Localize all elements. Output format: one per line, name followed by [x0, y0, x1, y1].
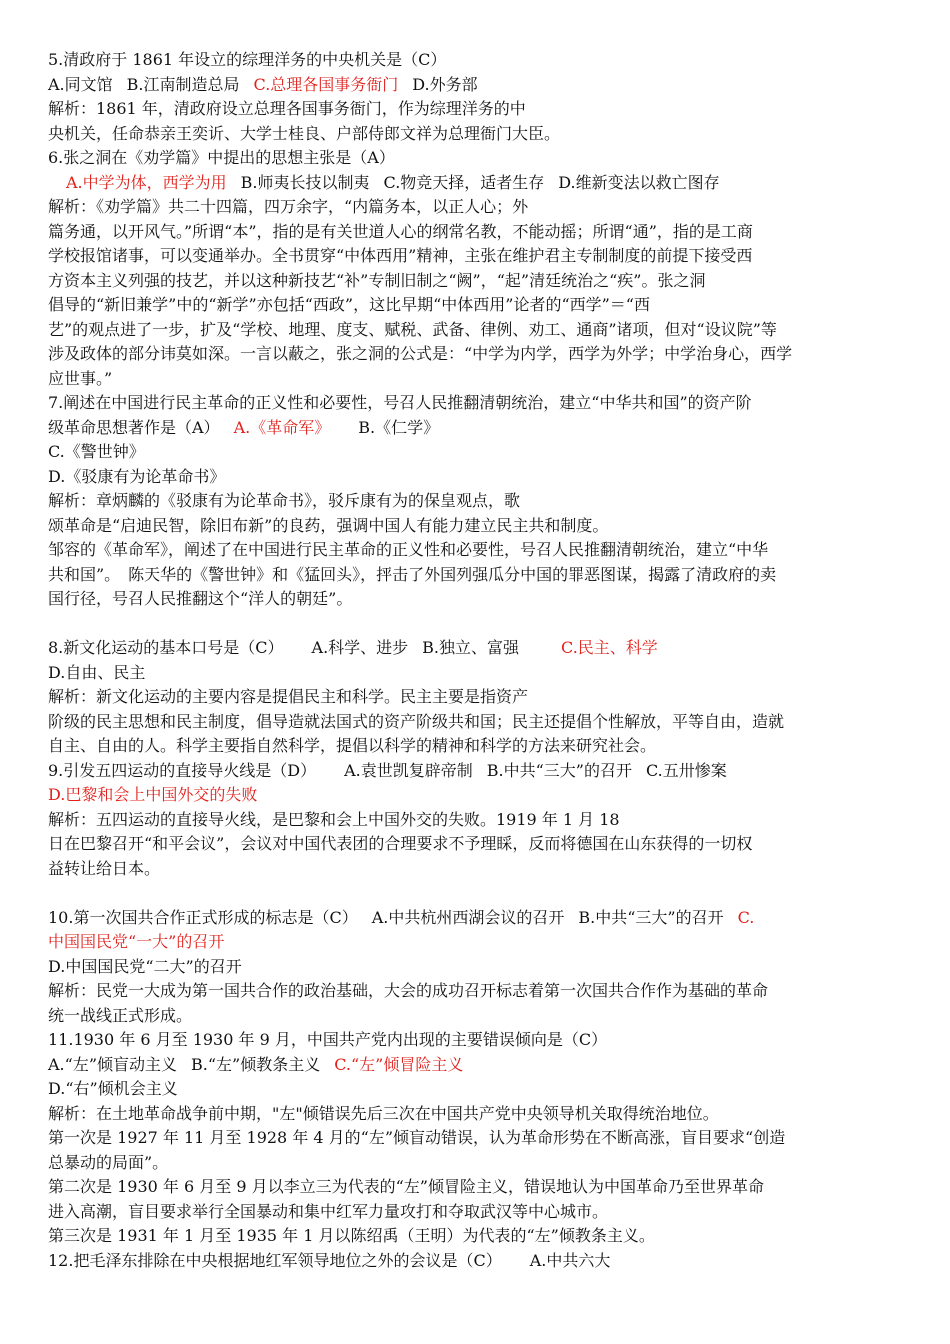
option-c: C.五卅惨案 [645, 760, 727, 780]
question-7: 7.阐述在中国进行民主革命的正义性和必要性，号召人民推翻清朝统治，建立“中华共和国”的资产阶 [48, 393, 752, 412]
analysis-line: 解析：五四运动的直接导火线，是巴黎和会上中国外交的失败。1919 年 1 月 18 [48, 809, 620, 829]
option-b: B.“左”倾教条主义 [191, 1054, 321, 1074]
analysis-line: 倡导的“新旧兼学”中的“新学”亦包括“西政”，这比早期“中体西用”论者的“西学”＝“西 [48, 295, 650, 314]
option-a: A.科学、进步 [311, 638, 409, 657]
analysis-line: 解析：民党一大成为第一国共合作的政治基础，大会的成功召开标志着第一次国共合作作为基础的革命 [48, 981, 769, 1000]
option-a: A.同文馆 [48, 74, 113, 94]
option-b: B.中共“三大”的召开 [578, 907, 724, 927]
option-c-answer: C.“左”倾冒险主义 [334, 1054, 464, 1074]
question-10-with-options [48, 906, 904, 931]
option-d: D.《驳康有为论革命书》 [48, 466, 226, 486]
analysis-line: 第一次是 1927 年 11 月至 1928 年 4 月的“左”倾盲动错误，认为革命形势在不断高涨，盲目要求“创造 [48, 1128, 786, 1147]
analysis-line: 国行径，号召人民推翻这个“洋人的朝廷”。 [48, 589, 353, 608]
option-a-answer: A.中学为体，西学为用 [66, 172, 227, 192]
question-8-with-options [48, 636, 904, 661]
option-a: A.“左”倾盲动主义 [48, 1054, 178, 1074]
option-a-answer: A.《革命军》 [233, 417, 331, 437]
question-9: 9.引发五四运动的直接导火线是（D） [48, 760, 317, 780]
question-11-options [48, 1053, 904, 1078]
option-c: C.《警世钟》 [48, 442, 145, 461]
option-c-answer: 中国国民党“一大”的召开 [48, 932, 225, 951]
analysis-line: 阶级的民主思想和民主制度，倡导造就法国式的资产阶级共和国；民主还提倡个性解放，平等自由，造就 [48, 711, 785, 731]
option-c-answer: C.总理各国事务衙门 [253, 74, 399, 94]
analysis-line: 统一战线正式形成。 [48, 1005, 193, 1025]
option-d: D.自由、民主 [48, 662, 146, 682]
question-7-cont [48, 416, 904, 441]
option-d: D.外务部 [412, 74, 478, 94]
question-7-text: 级革命思想著作是（A） [48, 417, 220, 437]
option-b: B.中共“三大”的召开 [486, 760, 632, 780]
analysis-line: 进入高潮，盲目要求举行全国暴动和集中红军力量攻打和夺取武汉等中心城市。 [48, 1201, 609, 1221]
analysis-line: 艺”的观点进了一步，扩及“学校、地理、度支、赋税、武备、律例、劝工、通商”诸项，但对“设议院”等 [48, 319, 777, 339]
analysis-line: 解析：新文化运动的主要内容是提倡民主和科学。民主主要是指资产 [48, 687, 529, 706]
option-a: A.中共杭州西湖会议的召开 [371, 907, 565, 927]
analysis-line: 颂革命是“启迪民智，除旧布新”的良药，强调中国人有能力建立民主共和制度。 [48, 515, 609, 535]
analysis-line: 应世事。” [48, 368, 113, 388]
question-6: 6.张之洞在《劝学篇》中提出的思想主张是（A） [48, 148, 395, 167]
option-d: D.“右”倾机会主义 [48, 1079, 178, 1098]
option-d: D.维新变法以救亡图存 [558, 172, 720, 192]
question-6-options [48, 171, 904, 196]
blank-line [48, 881, 904, 906]
option-b: B.师夷长技以制夷 [240, 172, 370, 192]
option-a: A.中共六大 [529, 1250, 611, 1270]
analysis-line: 第三次是 1931 年 1 月至 1935 年 1 月以陈绍禹（王明）为代表的“左”倾教条主义。 [48, 1226, 655, 1245]
document-page [48, 48, 904, 1273]
question-12-with-options [48, 1249, 904, 1274]
analysis-line: 央机关，任命恭亲王奕䜣、大学士桂良、户部侍郎文祥为总理衙门大臣。 [48, 123, 561, 143]
question-5-options [48, 73, 904, 98]
question-11: 11.1930 年 6 月至 1930 年 9 月，中国共产党内出现的主要错误倾向是（C） [48, 1030, 608, 1049]
question-10: 10.第一次国共合作正式形成的标志是（C） [48, 907, 358, 927]
question-12: 12.把毛泽东排除在中央根据地红军领导地位之外的会议是（C） [48, 1250, 502, 1270]
analysis-line: 篇务通，以开风气。”所谓“本”，指的是有关世道人心的纲常名教，不能动摇；所谓“通”，指的是工商 [48, 221, 753, 241]
option-a: A.袁世凯复辟帝制 [344, 760, 473, 780]
option-d: D.中国国民党“二大”的召开 [48, 956, 242, 976]
option-d-answer: D.巴黎和会上中国外交的失败 [48, 785, 258, 804]
option-c-answer-label: C. [737, 907, 755, 927]
analysis-line: 解析：章炳麟的《驳康有为论革命书》，驳斥康有为的保皇观点，歌 [48, 491, 521, 510]
question-5: 5.清政府于 1861 年设立的综理洋务的中央机关是（C） [48, 50, 447, 69]
analysis-line: 学校报馆诸事，可以变通举办。全书贯穿“中体西用”精神，主张在维护君主专制制度的前提下接受西 [48, 246, 753, 265]
option-c-answer: C.民主、科学 [561, 638, 658, 657]
analysis-line: 方资本主义列强的技艺，并以这种新技艺“补”专制旧制之“阙”，“起”清廷统治之“疾”。张之洞 [48, 270, 706, 290]
option-b: B.江南制造总局 [126, 74, 240, 94]
analysis-line: 总暴动的局面”。 [48, 1152, 169, 1172]
analysis-line: 解析：在土地革命战争前中期，"左"倾错误先后三次在中国共产党中央领导机关取得统治地位。 [48, 1103, 719, 1123]
analysis-line: 自主、自由的人。科学主要指自然科学，提倡以科学的精神和科学的方法来研究社会。 [48, 736, 657, 755]
analysis-line: 邹容的《革命军》，阐述了在中国进行民主革命的正义性和必要性，号召人民推翻清朝统治，建立“中华 [48, 540, 769, 559]
question-8: 8.新文化运动的基本口号是（C） [48, 638, 284, 657]
option-b: B.《仁学》 [358, 417, 440, 437]
option-c: C.物竞天择，适者生存 [383, 172, 545, 192]
option-b: B.独立、富强 [422, 638, 520, 657]
analysis-line: 共和国”。 陈天华的《警世钟》和《猛回头》，抨击了外国列强瓜分中国的罪恶图谋，揭露了清政府的卖 [48, 564, 777, 584]
analysis-line: 第二次是 1930 年 6 月至 9 月以李立三为代表的“左”倾冒险主义，错误地认为中国革命乃至世界革命 [48, 1177, 764, 1196]
question-9-with-options [48, 759, 904, 784]
analysis-line: 解析：1861 年，清政府设立总理各国事务衙门，作为综理洋务的中 [48, 99, 526, 118]
analysis-line: 涉及政体的部分讳莫如深。一言以蔽之，张之洞的公式是：“中学为内学，西学为外学；中学治身心，西学 [48, 344, 793, 363]
analysis-line: 益转让给日本。 [48, 858, 161, 878]
analysis-line: 日在巴黎召开“和平会议”，会议对中国代表团的合理要求不予理睬，反而将德国在山东获得的一切权 [48, 834, 753, 853]
analysis-line: 解析：《劝学篇》共二十四篇，四万余字，“内篇务本，以正人心；外 [48, 197, 529, 216]
blank-line [48, 612, 904, 637]
